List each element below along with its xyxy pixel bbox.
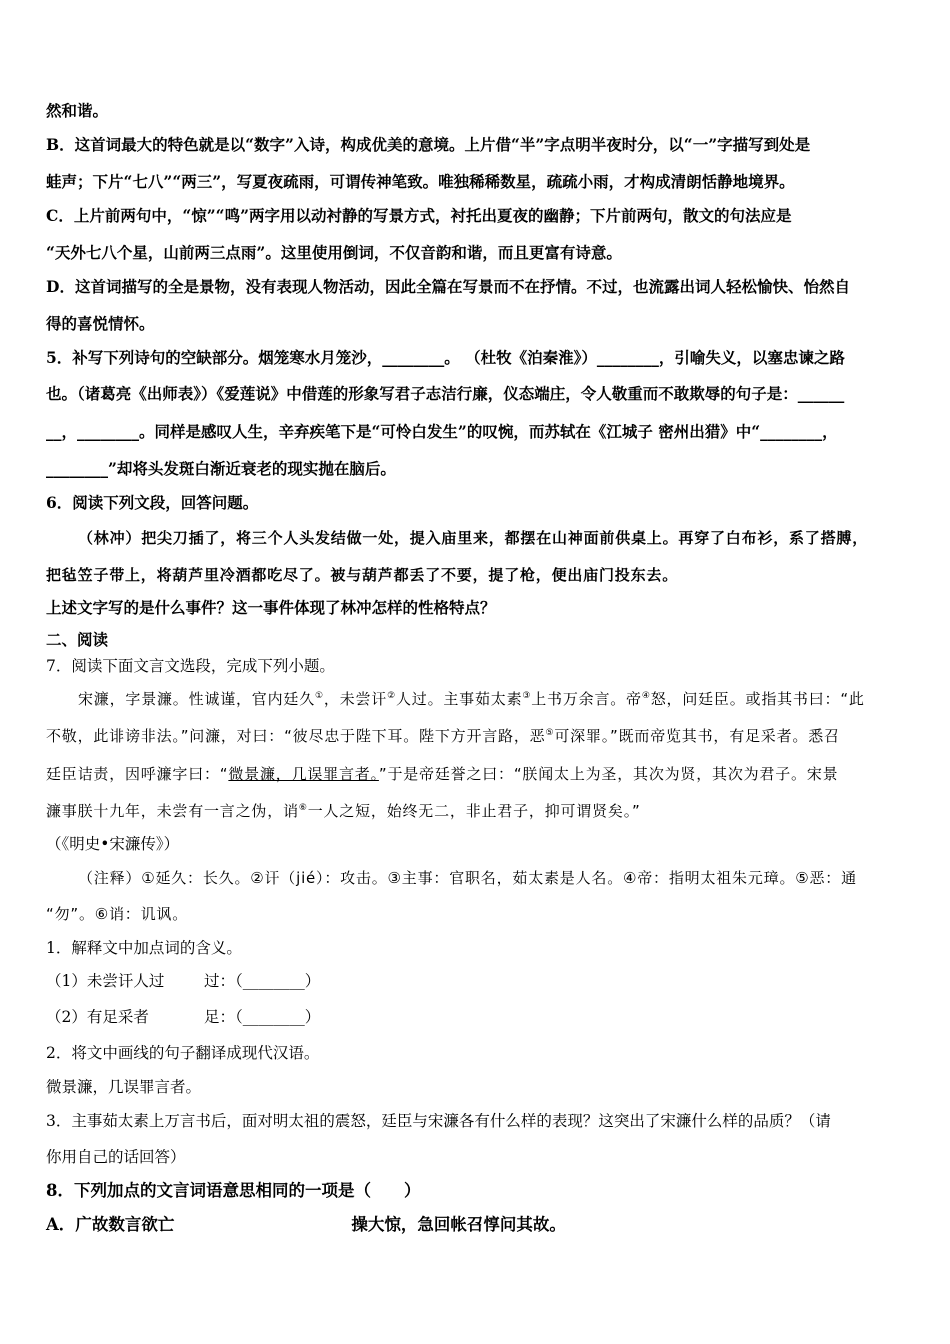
q7-passage-line3: 廷臣诘责，因呼濂字曰：“微景濂，几误罪言者。”于是帝廷誉之曰：“朕闻太上为圣，其次为贤，其次为君子。宋景 (46, 765, 839, 783)
q7-sub2: 2．将文中画线的句子翻译成现代汉语。 (46, 1044, 320, 1062)
q5-line4: ________”却将头发斑白渐近衰老的现实抛在脑后。 (46, 459, 396, 478)
option-letter: B． (46, 135, 75, 154)
q4-continued-text: 然和谐。 (46, 101, 109, 120)
q7-source: （《明史•宋濂传》） (46, 835, 180, 853)
option-a-left: 广故数言欲亡 (75, 1215, 175, 1234)
q6-question: 上述文字写的是什么事件？这一事件体现了林冲怎样的性格特点？ (46, 598, 496, 617)
answer-blank: 足：（________） (204, 1008, 321, 1026)
q8-title: 8．下列加点的文言词语意思相同的一项是（ ） (46, 1181, 421, 1200)
underlined-sentence: 微景濂，几误罪言者。 (228, 765, 379, 783)
q4-option-d-line2: 得的喜悦情怀。 (46, 314, 155, 333)
q4-option-d-line1 (46, 276, 910, 298)
q7-sub3-line1: 3．主事茹太素上万言书后，面对明太祖的震怒，廷臣与宋濂各有什么样的表现？这突出了宋濂什么样的品质？（请 (46, 1112, 831, 1130)
q5-line2: 也。（诸葛亮《出师表》）《爱莲说》中借莲的形象写君子志洁行廉，仪态端庄，令人敬重而不敢欺辱的句子是：______ (46, 384, 845, 403)
q7-sub3-line2: 你用自己的话回答） (46, 1148, 186, 1166)
answer-blank: 过：（________） (204, 972, 321, 990)
option-letter: A． (46, 1215, 76, 1234)
q7-passage-line1: 宋濂，字景濂。性诚谨，官内廷久①，未尝讦②人过。主事茹太素③上书万余言。帝④怒，问廷臣。或指其书曰：“此 (78, 690, 865, 708)
q4-option-b-line2: 蛙声；下片“七八”“两三”，写夏夜疏雨，可谓传神笔致。唯独稀稀数星，疏疏小雨，才构成清朗恬静地境界。 (46, 172, 795, 191)
q7-notes-line2: “勿”。⑥诮：讥讽。 (46, 905, 188, 923)
option-a-right: 操大惊，急回帐召惇问其故。 (351, 1215, 566, 1234)
option-text: 这首词最大的特色就是以“数字”入诗，构成优美的意境。上片借“半”字点明半夜时分，以“一”字描写到处是 (74, 135, 811, 154)
q7-item1: （1）未尝讦人过 过：（________） (46, 972, 321, 990)
q6-passage-line1: （林冲）把尖刀插了，将三个人头发结做一处，提入庙里来，都摆在山神面前供桌上。再穿了白布衫，系了搭膊， (78, 529, 869, 547)
q7-passage-line4: 濂事朕十九年，未尝有一言之伪，诮⑥一人之短，始终无二，非止君子，抑可谓贤矣。” (46, 802, 641, 820)
q4-option-c-line2: “天外七八个星，山前两三点雨”。这里使用倒词，不仅音韵和谐，而且更富有诗意。 (46, 243, 622, 262)
q6-passage-line2: 把毡笠子带上，将葫芦里冷酒都吃尽了。被与葫芦都丢了不要，提了枪，便出庙门投东去。 (46, 566, 679, 584)
option-letter: C． (46, 206, 74, 225)
q4-option-c-line1 (46, 205, 910, 227)
q7-title: 7．阅读下面文言文选段，完成下列小题。 (46, 657, 335, 675)
q7-passage-line2: 不敬，此诽谤非法。”问濂，对曰：“彼尽忠于陛下耳。陛下方开言路，恶⑤可深罪。”既而帝览其书，有足采者。悉召 (46, 727, 840, 745)
option-text: 上片前两句中，“惊”“鸣”两字用以动衬静的写景方式，衬托出夏夜的幽静；下片前两句，散文的句法应是 (73, 206, 792, 225)
q6-title: 6．阅读下列文段，回答问题。 (46, 493, 259, 512)
q7-sub2-sentence: 微景濂，几误罪言者。 (46, 1078, 202, 1096)
option-text: 这首词描写的全是景物，没有表现人物活动，因此全篇在写景而不在抒情。不过，也流露出词人轻松愉快、怡然自 (74, 277, 850, 296)
q8-option-a (46, 1214, 910, 1236)
section-title: 二、阅读 (46, 630, 109, 649)
q4-option-b-line1 (46, 134, 910, 156)
q5-line1: 5．补写下列诗句的空缺部分。烟笼寒水月笼沙，________。 （杜牧《泊秦淮》）________，引喻失义，以塞忠谏之路 (46, 348, 845, 367)
option-letter: D． (46, 277, 75, 296)
q7-item2: （2）有足采者 足：（________） (46, 1008, 321, 1026)
q5-line3: __，________。同样是感叹人生，辛弃疾笔下是“可怜白发生”的叹惋，而苏轼在《江城子 密州出猎》中“________， (46, 422, 838, 441)
q7-notes-line1: （注释）①延久：长久。②讦（jié）：攻击。③主事：官职名，茹太素是人名。④帝：指明太祖朱元璋。⑤恶：通 (78, 869, 857, 887)
q7-sub1: 1．解释文中加点词的含义。 (46, 939, 242, 957)
